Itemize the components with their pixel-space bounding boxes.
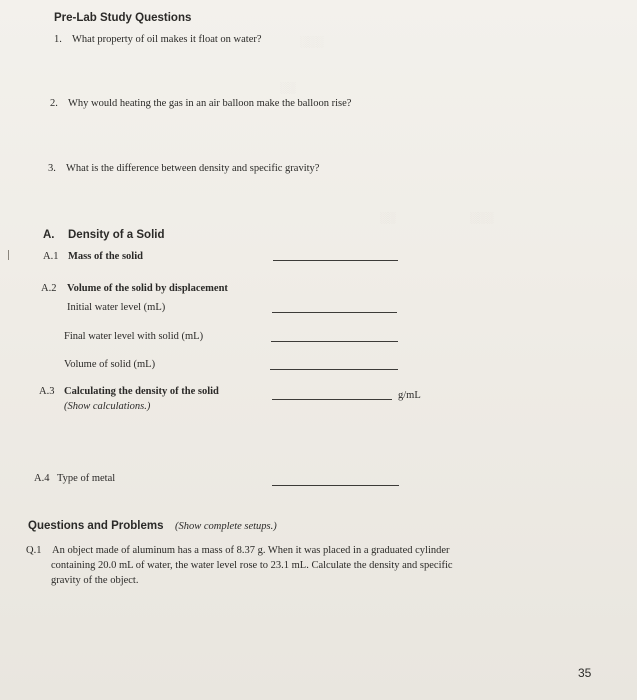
a1-number: A.1 [43, 251, 59, 262]
a2-initial-answer-line[interactable] [272, 312, 397, 313]
problem-q1-number: Q.1 [26, 545, 42, 556]
prelab-q3-number: 3. [48, 163, 56, 174]
a2-initial-label: Initial water level (mL) [67, 302, 166, 313]
prelab-q1-text: What property of oil makes it float on water? [72, 34, 262, 45]
a4-label: Type of metal [57, 473, 116, 484]
a2-volume-answer-line[interactable] [270, 369, 398, 370]
a2-number: A.2 [41, 283, 57, 294]
prelab-q3-text: What is the difference between density and specific gravity? [66, 163, 320, 174]
a1-answer-line[interactable] [273, 260, 398, 261]
show-through-mark: ░░ [280, 82, 296, 94]
problems-instruction: (Show complete setups.) [175, 521, 277, 532]
a3-instruction: (Show calculations.) [64, 401, 151, 412]
problem-q1-line2: containing 20.0 mL of water, the water level rose to 23.1 mL. Calculate the density and specific [51, 560, 453, 571]
a2-volume-label: Volume of solid (mL) [64, 359, 156, 370]
problem-q1-line3: gravity of the object. [51, 575, 139, 586]
a3-unit: g/mL [398, 390, 421, 401]
a2-final-answer-line[interactable] [271, 341, 398, 342]
page-number: 35 [578, 666, 592, 680]
prelab-q2-number: 2. [50, 98, 58, 109]
prelab-q2-text: Why would heating the gas in an air balloon make the balloon rise? [68, 98, 352, 109]
prelab-q1-number: 1. [54, 34, 62, 45]
show-through-mark: ░░ [380, 212, 396, 224]
section-a-title: Density of a Solid [68, 229, 165, 241]
problem-q1-line1: An object made of aluminum has a mass of 8.37 g. When it was placed in a graduated cylinder [52, 545, 450, 556]
prelab-title: Pre-Lab Study Questions [54, 12, 192, 24]
show-through-mark: ░░░ [300, 36, 324, 48]
show-through-mark: ░░░ [470, 212, 494, 224]
a3-number: A.3 [39, 386, 55, 397]
a2-label: Volume of the solid by displacement [67, 283, 228, 294]
a1-label: Mass of the solid [68, 251, 143, 262]
a4-number: A.4 [34, 473, 50, 484]
a3-label: Calculating the density of the solid [64, 386, 219, 397]
a4-answer-line[interactable] [272, 485, 399, 486]
section-a-letter: A. [43, 229, 55, 241]
problems-title: Questions and Problems [28, 520, 164, 532]
a3-answer-line[interactable] [272, 399, 392, 400]
margin-mark [8, 250, 11, 260]
a2-final-label: Final water level with solid (mL) [64, 331, 204, 342]
